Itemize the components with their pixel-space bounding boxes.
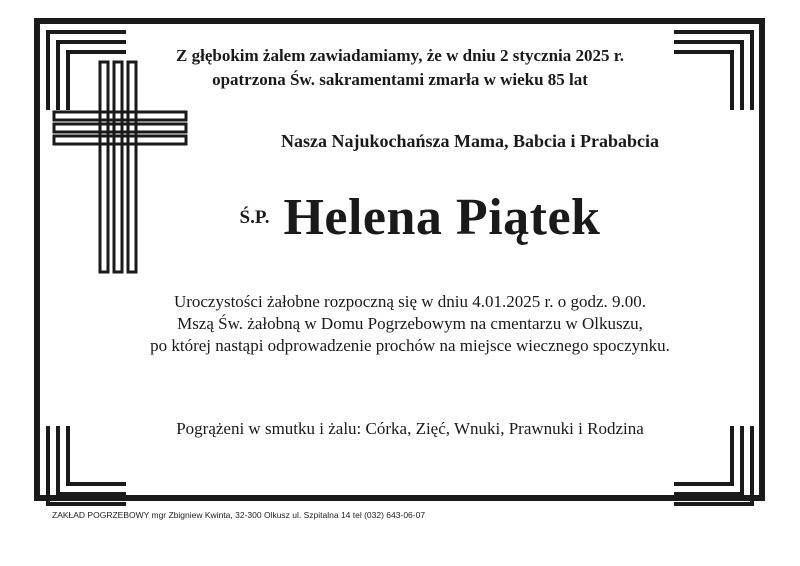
funeral-home-footer: ZAKŁAD POGRZEBOWY mgr Zbigniew Kwinta, 32-300 Olkusz ul. Szpitalna 14 tel (032) 643-06-07: [52, 510, 426, 520]
intro-line-2: opatrzona Św. sakramentami zmarła w wieku 85 lat: [212, 70, 588, 89]
name-prefix: Ś.P.: [239, 206, 270, 228]
ceremony-line-2: Mszą Św. żałobną w Domu Pogrzebowym na cmentarzu w Olkuszu,: [177, 314, 643, 333]
family-title: Nasza Najukochańsza Mama, Babcia i Prababcia: [281, 131, 659, 151]
ceremony-line-1: Uroczystości żałobne rozpoczną się w dniu 4.01.2025 r. o godz. 9.00.: [173, 292, 647, 311]
ceremony-details: [100, 291, 720, 357]
intro-line-1: Z głębokim żalem zawiadamiamy, że w dniu 2 stycznia 2025 r.: [176, 46, 624, 65]
deceased-name-row: [160, 188, 680, 247]
mourners-line: Pogrążeni w smutku i żalu: Córka, Zięć, Wnuki, Prawnuki i Rodzina: [176, 419, 644, 438]
ceremony-line-3: po której nastąpi odprowadzenie prochów na miejsce wiecznego spoczynku.: [150, 336, 670, 355]
death-announcement: [90, 44, 710, 92]
deceased-name: Helena Piątek: [283, 189, 601, 246]
